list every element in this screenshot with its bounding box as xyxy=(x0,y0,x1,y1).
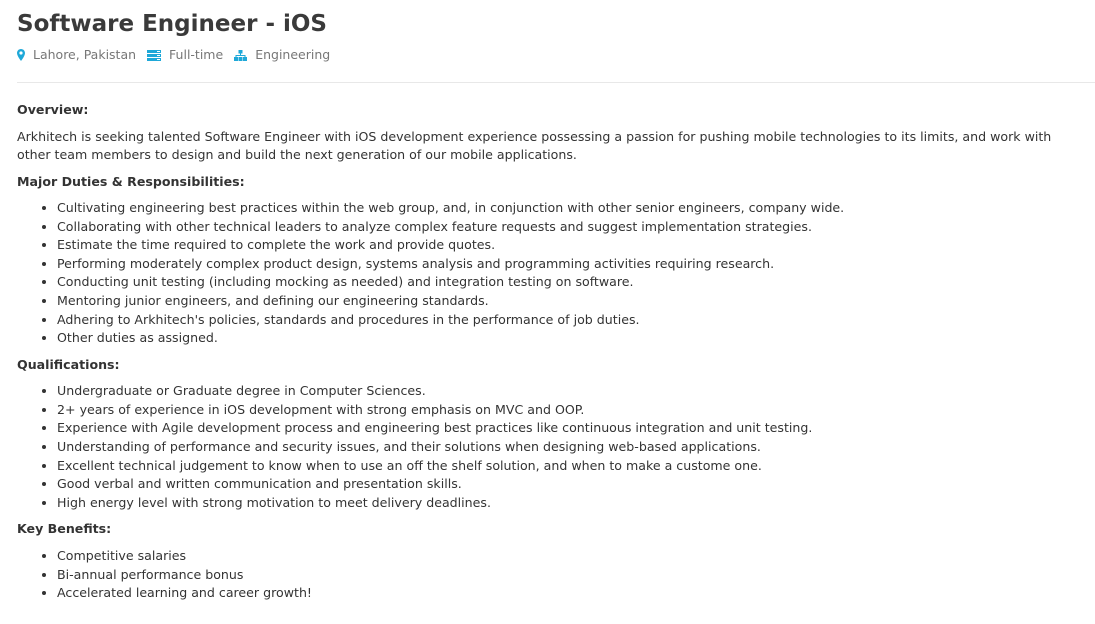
sitemap-icon xyxy=(234,50,247,61)
job-description xyxy=(17,101,1085,603)
job-type-label: Full-time xyxy=(169,46,224,62)
list-item: • Competitive salaries xyxy=(57,547,1085,566)
job-department-label: Engineering xyxy=(255,46,331,62)
header-divider xyxy=(17,82,1095,83)
list-item: • Bi-annual performance bonus xyxy=(57,566,1085,585)
job-location-label: Lahore, Pakistan xyxy=(33,46,137,62)
list-item: • High energy level with strong motivation to meet delivery deadlines. xyxy=(57,494,1085,513)
overview-text: Arkhitech is seeking talented Software Engineer with iOS development experience possessing a passion for pushing mobile technologies to its limits, and work with other team members to design and build the next generation of our mobile applications. xyxy=(17,128,1052,162)
duties-list xyxy=(17,199,1085,348)
qualifications-list xyxy=(17,382,1085,512)
list-item: • Cultivating engineering best practices within the web group, and, in conjunction with other senior engineers, company wide. xyxy=(57,199,1085,218)
list-item: • Adhering to Arkhitech's policies, standards and procedures in the performance of job duties. xyxy=(57,311,1085,330)
list-item: • Good verbal and written communication and presentation skills. xyxy=(57,475,1085,494)
overview-heading: Overview: xyxy=(17,102,89,117)
list-item: • Understanding of performance and security issues, and their solutions when designing web-based applications. xyxy=(57,438,1085,457)
list-item: • Conducting unit testing (including mocking as needed) and integration testing on software. xyxy=(57,273,1085,292)
job-department xyxy=(234,46,330,65)
list-item: • Performing moderately complex product design, systems analysis and programming activities requiring research. xyxy=(57,255,1085,274)
list-item: • Collaborating with other technical leaders to analyze complex feature requests and suggest implementation strategies. xyxy=(57,218,1085,237)
server-list-icon xyxy=(147,50,161,61)
list-item: • Experience with Agile development process and engineering best practices like continuous integration and unit testing. xyxy=(57,419,1085,438)
duties-heading: Major Duties & Responsibilities: xyxy=(17,173,245,189)
benefits-heading: Key Benefits: xyxy=(17,521,112,537)
job-meta xyxy=(17,46,341,64)
list-item: • Mentoring junior engineers, and defining our engineering standards. xyxy=(57,292,1085,311)
map-marker-icon xyxy=(17,49,25,61)
benefits-list xyxy=(17,547,1085,603)
list-item: • 2+ years of experience in iOS development with strong emphasis on MVC and OOP. xyxy=(57,401,1085,420)
qualifications-heading: Qualifications: xyxy=(17,356,120,372)
list-item: • Accelerated learning and career growth! xyxy=(57,584,1085,603)
list-item: • Estimate the time required to complete the work and provide quotes. xyxy=(57,236,1085,255)
job-title: Software Engineer - iOS xyxy=(17,11,327,37)
list-item: • Excellent technical judgement to know when to use an off the shelf solution, and when to make a custome one. xyxy=(57,457,1085,476)
list-item: • Other duties as assigned. xyxy=(57,329,1085,348)
job-type xyxy=(147,46,223,65)
list-item: • Undergraduate or Graduate degree in Computer Sciences. xyxy=(57,382,1085,401)
job-location xyxy=(17,46,136,65)
